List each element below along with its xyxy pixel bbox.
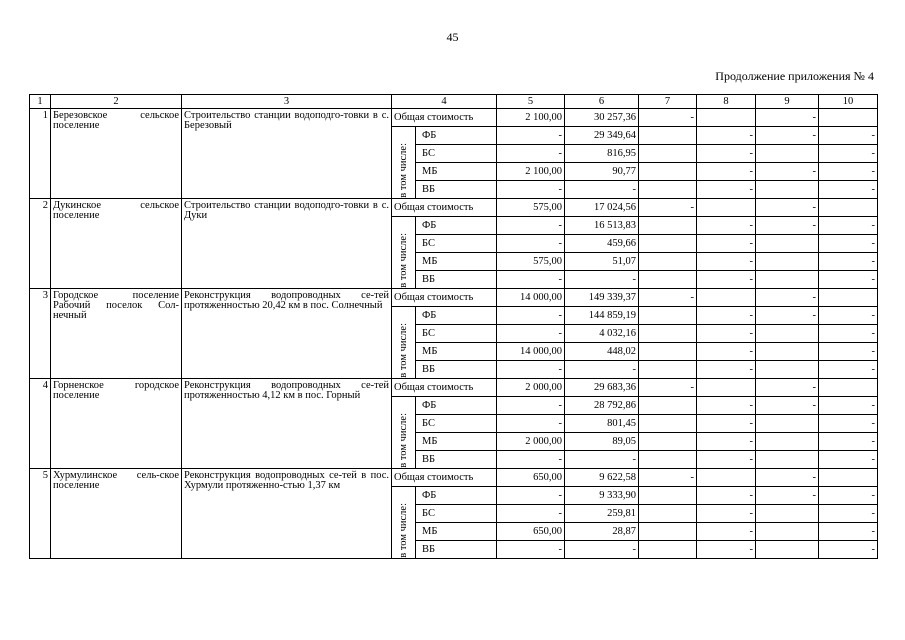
value-cell: - xyxy=(565,181,639,199)
value-cell xyxy=(639,181,697,199)
value-cell: - xyxy=(697,127,756,145)
table-row xyxy=(30,289,878,307)
value-cell: - xyxy=(497,145,565,163)
value-cell: 2 000,00 xyxy=(497,433,565,451)
value-cell xyxy=(756,433,819,451)
value-cell: - xyxy=(497,217,565,235)
value-cell: - xyxy=(819,181,878,199)
settlement-name: Хурмулинское сель-ское поселение xyxy=(51,469,182,559)
value-cell xyxy=(639,325,697,343)
value-cell: - xyxy=(756,199,819,217)
total-label: Общая стоимость xyxy=(392,289,497,307)
column-header: 2 xyxy=(51,95,182,109)
value-cell: 17 024,56 xyxy=(565,199,639,217)
funding-source-label: ФБ xyxy=(416,217,497,235)
value-cell: - xyxy=(819,145,878,163)
funding-source-label: БС xyxy=(416,235,497,253)
value-cell: - xyxy=(819,505,878,523)
funding-source-label: ВБ xyxy=(416,361,497,379)
value-cell: - xyxy=(819,163,878,181)
project-description: Реконструкция водопроводных се-тей в пос. Хурмули протяженно-стью 1,37 км xyxy=(182,469,392,559)
value-cell xyxy=(639,487,697,505)
value-cell: 16 513,83 xyxy=(565,217,639,235)
project-description: Строительство станции водоподго-товки в с. Дуки xyxy=(182,199,392,289)
project-description: Строительство станции водоподго-товки в с. Березовый xyxy=(182,109,392,199)
value-cell: 90,77 xyxy=(565,163,639,181)
value-cell xyxy=(819,289,878,307)
value-cell xyxy=(756,235,819,253)
value-cell: - xyxy=(819,325,878,343)
value-cell: - xyxy=(819,343,878,361)
value-cell: - xyxy=(639,289,697,307)
value-cell xyxy=(697,109,756,127)
value-cell: - xyxy=(756,109,819,127)
value-cell: 29 349,64 xyxy=(565,127,639,145)
value-cell xyxy=(639,253,697,271)
appendix-table xyxy=(29,94,878,559)
value-cell: - xyxy=(639,199,697,217)
value-cell: - xyxy=(819,271,878,289)
value-cell: - xyxy=(565,541,639,559)
value-cell: 29 683,36 xyxy=(565,379,639,397)
value-cell: - xyxy=(697,181,756,199)
value-cell xyxy=(756,505,819,523)
value-cell: - xyxy=(697,163,756,181)
column-header: 7 xyxy=(639,95,697,109)
value-cell xyxy=(639,505,697,523)
funding-source-label: БС xyxy=(416,325,497,343)
value-cell xyxy=(639,541,697,559)
table-row xyxy=(30,199,878,217)
value-cell: 650,00 xyxy=(497,523,565,541)
value-cell: 28,87 xyxy=(565,523,639,541)
value-cell: - xyxy=(756,487,819,505)
value-cell xyxy=(756,523,819,541)
funding-source-label: БС xyxy=(416,505,497,523)
value-cell: - xyxy=(497,451,565,469)
value-cell xyxy=(697,289,756,307)
value-cell: 575,00 xyxy=(497,253,565,271)
column-header: 6 xyxy=(565,95,639,109)
value-cell xyxy=(697,379,756,397)
column-header: 10 xyxy=(819,95,878,109)
funding-source-label: ВБ xyxy=(416,541,497,559)
row-number: 5 xyxy=(30,469,51,559)
including-label: в том числе: xyxy=(397,143,409,198)
value-cell xyxy=(819,109,878,127)
total-label: Общая стоимость xyxy=(392,469,497,487)
project-description: Реконструкция водопроводных се-тей протяженностью 20,42 км в пос. Солнечный xyxy=(182,289,392,379)
column-header: 1 xyxy=(30,95,51,109)
value-cell xyxy=(756,343,819,361)
value-cell: - xyxy=(497,541,565,559)
value-cell: - xyxy=(697,433,756,451)
row-number: 1 xyxy=(30,109,51,199)
value-cell: 51,07 xyxy=(565,253,639,271)
value-cell: 28 792,86 xyxy=(565,397,639,415)
value-cell: - xyxy=(497,505,565,523)
funding-source-label: БС xyxy=(416,415,497,433)
value-cell: - xyxy=(697,253,756,271)
value-cell: - xyxy=(819,487,878,505)
value-cell xyxy=(756,253,819,271)
value-cell: - xyxy=(819,307,878,325)
value-cell: - xyxy=(497,325,565,343)
column-header: 8 xyxy=(697,95,756,109)
value-cell xyxy=(756,415,819,433)
value-cell: - xyxy=(497,487,565,505)
value-cell: 9 333,90 xyxy=(565,487,639,505)
value-cell: 259,81 xyxy=(565,505,639,523)
value-cell xyxy=(756,271,819,289)
value-cell: - xyxy=(639,469,697,487)
funding-source-label: БС xyxy=(416,145,497,163)
value-cell: 448,02 xyxy=(565,343,639,361)
page-number: 45 xyxy=(446,30,459,44)
including-side-label xyxy=(392,127,416,199)
column-header: 3 xyxy=(182,95,392,109)
settlement-name: Дукинское сельское поселение xyxy=(51,199,182,289)
value-cell: - xyxy=(565,271,639,289)
column-header: 5 xyxy=(497,95,565,109)
value-cell: - xyxy=(497,415,565,433)
value-cell: - xyxy=(497,361,565,379)
row-number: 2 xyxy=(30,199,51,289)
value-cell: 144 859,19 xyxy=(565,307,639,325)
value-cell: - xyxy=(819,433,878,451)
value-cell: - xyxy=(697,325,756,343)
value-cell xyxy=(639,523,697,541)
value-cell: - xyxy=(819,541,878,559)
value-cell: - xyxy=(819,451,878,469)
funding-source-label: ВБ xyxy=(416,271,497,289)
value-cell xyxy=(697,199,756,217)
value-cell: - xyxy=(756,379,819,397)
including-label: в том числе: xyxy=(397,323,409,378)
value-cell: - xyxy=(697,451,756,469)
value-cell xyxy=(819,199,878,217)
total-label: Общая стоимость xyxy=(392,109,497,127)
value-cell: - xyxy=(497,181,565,199)
including-side-label xyxy=(392,487,416,559)
value-cell: - xyxy=(819,415,878,433)
funding-source-label: ФБ xyxy=(416,487,497,505)
including-side-label xyxy=(392,307,416,379)
settlement-name: Городское поселение Рабочий поселок Сол-нечный xyxy=(51,289,182,379)
value-cell: - xyxy=(697,235,756,253)
value-cell: - xyxy=(639,379,697,397)
value-cell: 2 100,00 xyxy=(497,163,565,181)
column-header: 9 xyxy=(756,95,819,109)
value-cell: - xyxy=(756,469,819,487)
row-number: 4 xyxy=(30,379,51,469)
header-row xyxy=(30,95,878,109)
value-cell xyxy=(639,127,697,145)
including-label: в том числе: xyxy=(397,413,409,468)
value-cell: - xyxy=(497,307,565,325)
value-cell: 149 339,37 xyxy=(565,289,639,307)
project-description: Реконструкция водопроводных се-тей протяженностью 4,12 км в пос. Горный xyxy=(182,379,392,469)
value-cell: 9 622,58 xyxy=(565,469,639,487)
value-cell: 4 032,16 xyxy=(565,325,639,343)
value-cell xyxy=(819,469,878,487)
value-cell: 89,05 xyxy=(565,433,639,451)
value-cell: - xyxy=(697,343,756,361)
value-cell xyxy=(639,235,697,253)
funding-source-label: ФБ xyxy=(416,397,497,415)
value-cell xyxy=(756,181,819,199)
total-label: Общая стоимость xyxy=(392,199,497,217)
value-cell xyxy=(639,163,697,181)
value-cell xyxy=(756,451,819,469)
value-cell: - xyxy=(565,451,639,469)
value-cell: - xyxy=(697,523,756,541)
value-cell xyxy=(639,343,697,361)
value-cell: 816,95 xyxy=(565,145,639,163)
value-cell xyxy=(639,217,697,235)
including-label: в том числе: xyxy=(397,503,409,558)
value-cell: - xyxy=(697,415,756,433)
value-cell xyxy=(639,307,697,325)
value-cell: - xyxy=(819,361,878,379)
settlement-name: Горненское городское поселение xyxy=(51,379,182,469)
including-side-label xyxy=(392,397,416,469)
funding-source-label: МБ xyxy=(416,343,497,361)
value-cell: - xyxy=(497,397,565,415)
value-cell: - xyxy=(756,397,819,415)
value-cell: - xyxy=(697,397,756,415)
value-cell xyxy=(756,361,819,379)
value-cell xyxy=(756,541,819,559)
value-cell: - xyxy=(497,271,565,289)
value-cell xyxy=(639,271,697,289)
value-cell: 2 000,00 xyxy=(497,379,565,397)
value-cell xyxy=(819,379,878,397)
value-cell: - xyxy=(819,397,878,415)
value-cell: 2 100,00 xyxy=(497,109,565,127)
value-cell: - xyxy=(819,127,878,145)
funding-source-label: МБ xyxy=(416,253,497,271)
value-cell xyxy=(639,145,697,163)
value-cell: - xyxy=(565,361,639,379)
value-cell xyxy=(639,415,697,433)
funding-source-label: ФБ xyxy=(416,127,497,145)
value-cell xyxy=(639,451,697,469)
funding-source-label: ВБ xyxy=(416,451,497,469)
continuation-caption: Продолжение приложения № 4 xyxy=(715,69,874,83)
value-cell: - xyxy=(819,253,878,271)
funding-source-label: ВБ xyxy=(416,181,497,199)
total-label: Общая стоимость xyxy=(392,379,497,397)
value-cell xyxy=(697,469,756,487)
value-cell: 801,45 xyxy=(565,415,639,433)
funding-source-label: МБ xyxy=(416,163,497,181)
value-cell: 459,66 xyxy=(565,235,639,253)
value-cell: - xyxy=(756,307,819,325)
value-cell: - xyxy=(639,109,697,127)
value-cell: - xyxy=(756,289,819,307)
funding-source-label: МБ xyxy=(416,523,497,541)
value-cell xyxy=(756,145,819,163)
value-cell xyxy=(639,361,697,379)
value-cell: - xyxy=(697,361,756,379)
table-row xyxy=(30,469,878,487)
value-cell: - xyxy=(756,127,819,145)
funding-source-label: МБ xyxy=(416,433,497,451)
value-cell: 14 000,00 xyxy=(497,289,565,307)
value-cell: 575,00 xyxy=(497,199,565,217)
value-cell: - xyxy=(819,217,878,235)
value-cell: - xyxy=(697,505,756,523)
row-number: 3 xyxy=(30,289,51,379)
settlement-name: Березовское сельское поселение xyxy=(51,109,182,199)
value-cell xyxy=(639,397,697,415)
value-cell: - xyxy=(697,487,756,505)
value-cell: - xyxy=(756,163,819,181)
value-cell: - xyxy=(697,217,756,235)
value-cell: - xyxy=(697,541,756,559)
table-row xyxy=(30,379,878,397)
funding-source-label: ФБ xyxy=(416,307,497,325)
value-cell xyxy=(639,433,697,451)
value-cell: - xyxy=(697,307,756,325)
value-cell: - xyxy=(819,235,878,253)
value-cell: - xyxy=(756,217,819,235)
including-label: в том числе: xyxy=(397,233,409,288)
value-cell: - xyxy=(497,235,565,253)
value-cell: - xyxy=(497,127,565,145)
value-cell: 650,00 xyxy=(497,469,565,487)
value-cell: - xyxy=(697,271,756,289)
table-row xyxy=(30,109,878,127)
column-header: 4 xyxy=(392,95,497,109)
including-side-label xyxy=(392,217,416,289)
value-cell: - xyxy=(697,145,756,163)
value-cell: 14 000,00 xyxy=(497,343,565,361)
value-cell: 30 257,36 xyxy=(565,109,639,127)
value-cell xyxy=(756,325,819,343)
value-cell: - xyxy=(819,523,878,541)
